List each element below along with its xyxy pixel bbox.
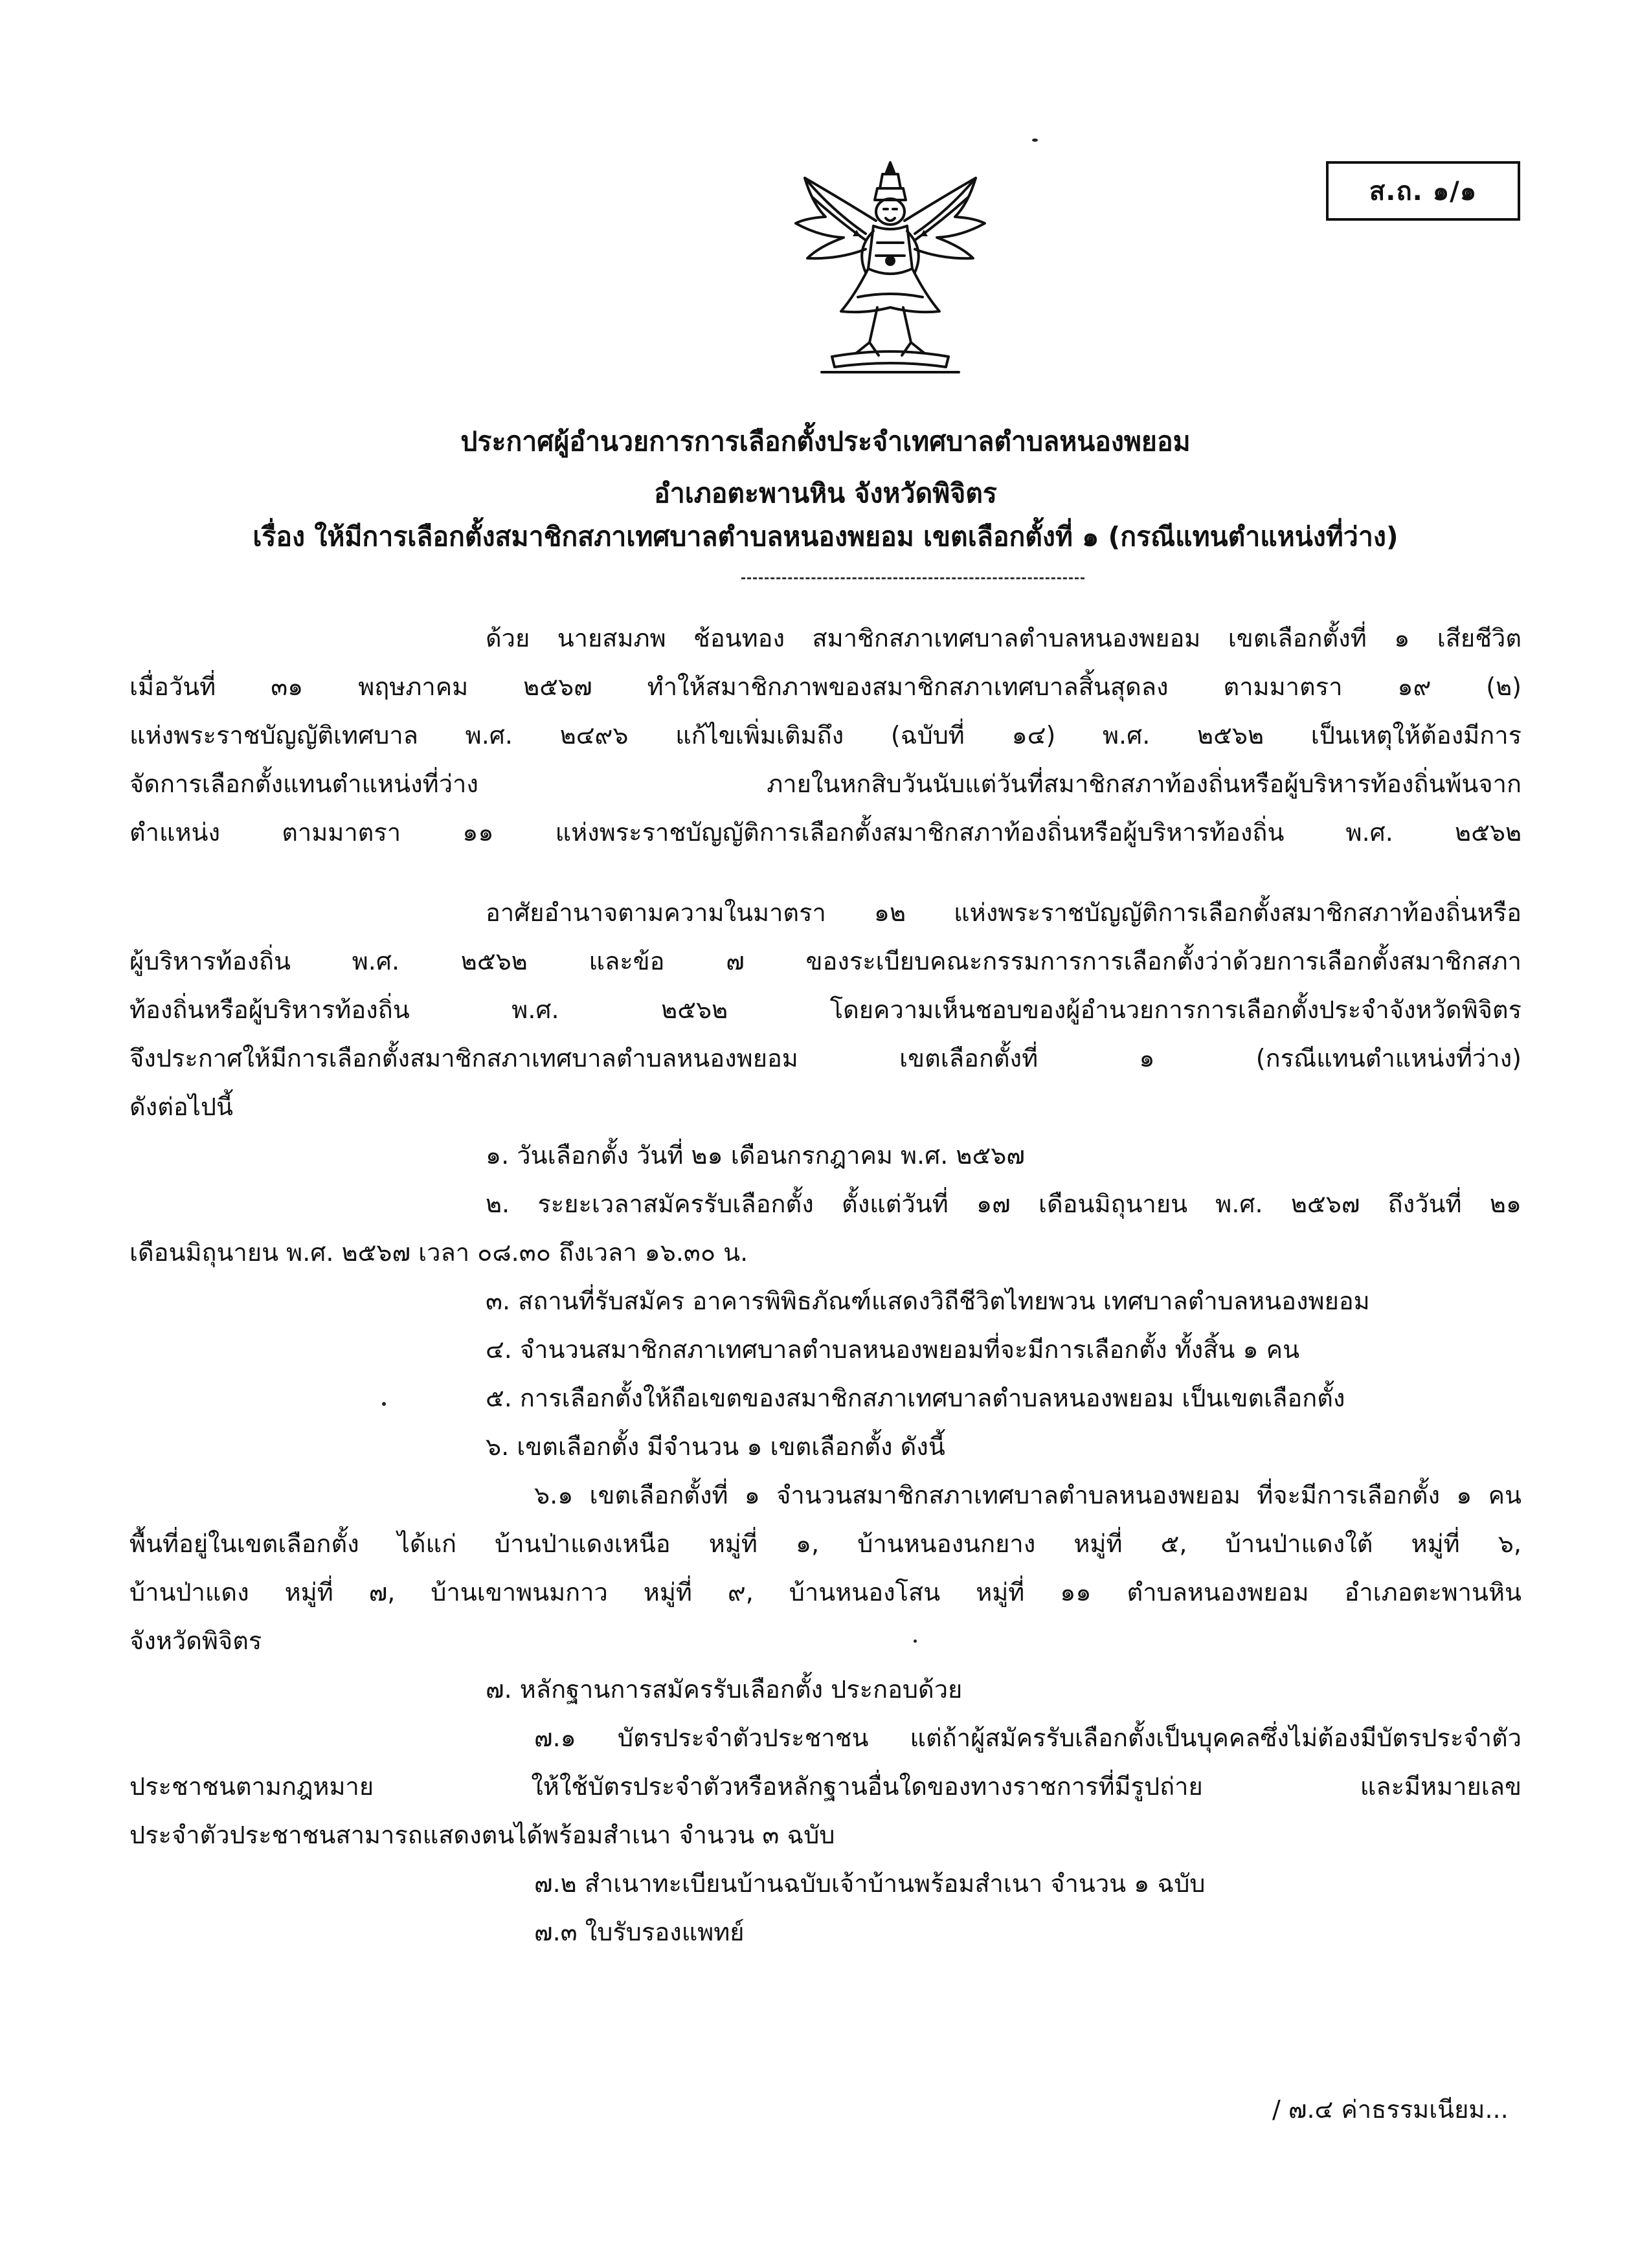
item-6-1-district-detail: จังหวัดพิจิตร [129,1627,262,1655]
item-6-districts: ๖. เขตเลือกตั้ง มีจำนวน ๑ เขตเลือกตั้ง ดังนี้ [486,1432,945,1461]
item-7-3-medical-certificate: ๗.๓ ใบรับรองแพทย์ [534,1918,745,1946]
paragraph-1-line: จัดการเลือกตั้งแทนตำแหน่งที่ว่าง ภายในหกสิบวันนับแต่วันที่สมาชิกสภาท้องถิ่นหรือผู้บริหารท้องถิ่นพ้นจาก [129,770,1522,798]
paragraph-2-line: ผู้บริหารท้องถิ่น พ.ศ. ๒๕๖๒ และข้อ ๗ ของระเบียบคณะกรรมการการเลือกตั้งว่าด้วยการเลือกตั้งสมาชิกสภา [129,947,1522,975]
paragraph-2-line: จึงประกาศให้มีการเลือกตั้งสมาชิกสภาเทศบาลตำบลหนองพยอม เขตเลือกตั้งที่ ๑ (กรณีแทนตำแหน่งที่ว่าง) [129,1044,1522,1073]
paragraph-2-line: ท้องถิ่นหรือผู้บริหารท้องถิ่น พ.ศ. ๒๕๖๒ โดยความเห็นชอบของผู้อำนวยการการเลือกตั้งประจำจังหวัดพิจิตร [129,995,1522,1024]
item-7-documents: ๗. หลักฐานการสมัครรับเลือกตั้ง ประกอบด้วย [486,1675,963,1704]
item-5-district-rule: ๕. การเลือกตั้งให้ถือเขตของสมาชิกสภาเทศบาลตำบลหนองพยอม เป็นเขตเลือกตั้ง [486,1384,1345,1412]
item-7-1-id-card: ประชาชนตามกฎหมาย ให้ใช้บัตรประจำตัวหรือหลักฐานอื่นใดของทางราชการที่มีรูปถ่าย และมีหมายเลข [129,1772,1522,1801]
announcement-subject: เรื่อง ให้มีการเลือกตั้งสมาชิกสภาเทศบาลตำบลหนองพยอม เขตเลือกตั้งที่ ๑ (กรณีแทนตำแหน่งที่ว่าง) [253,521,1398,552]
form-code-box: ส.ถ. ๑/๑ [1326,161,1520,221]
paragraph-1-line: เมื่อวันที่ ๓๑ พฤษภาคม ๒๕๖๗ ทำให้สมาชิกภาพของสมาชิกสภาเทศบาลสิ้นสุดลง ตามมาตรา ๑๙ (๒) [129,673,1522,701]
item-2-registration-period: ๒. ระยะเวลาสมัครรับเลือกตั้ง ตั้งแต่วันที่ ๑๗ เดือนมิถุนายน พ.ศ. ๒๕๖๗ ถึงวันที่ ๒๑ [486,1190,1522,1218]
paragraph-1-line: ด้วย นายสมภพ ช้อนทอง สมาชิกสภาเทศบาลตำบลหนองพยอม เขตเลือกตั้งที่ ๑ เสียชีวิต [486,624,1522,652]
item-6-1-district-detail: บ้านป่าแดง หมู่ที่ ๗, บ้านเขาพนมกาว หมู่ที่ ๙, บ้านหนองโสน หมู่ที่ ๑๑ ตำบลหนองพยอม อำเภอตะพานหิน [129,1578,1522,1606]
item-3-venue: ๓. สถานที่รับสมัคร อาคารพิพิธภัณฑ์แสดงวิถีชีวิตไทยพวน เทศบาลตำบลหนองพยอม [486,1287,1370,1315]
item-7-1-id-card: ๗.๑ บัตรประจำตัวประชาชน แต่ถ้าผู้สมัครรับเลือกตั้งเป็นบุคคลซึ่งไม่ต้องมีบัตรประจำตัว [534,1724,1522,1752]
paragraph-2-line: อาศัยอำนาจตามความในมาตรา ๑๒ แห่งพระราชบัญญัติการเลือกตั้งสมาชิกสภาท้องถิ่นหรือ [486,898,1522,927]
paragraph-1-line: ตำแหน่ง ตามมาตรา ๑๑ แห่งพระราชบัญญัติการเลือกตั้งสมาชิกสภาท้องถิ่นหรือผู้บริหารท้องถิ่น พ.ศ. ๒๕๖๒ [129,818,1522,847]
item-2-registration-period: เดือนมิถุนายน พ.ศ. ๒๕๖๗ เวลา ๐๘.๓๐ ถึงเวลา ๑๖.๓๐ น. [129,1238,748,1267]
announcement-district: อำเภอตะพานหิน จังหวัดพิจิตร [654,478,997,509]
scan-mark [1032,139,1038,142]
item-7-2-house-registration: ๗.๒ สำเนาทะเบียนบ้านฉบับเจ้าบ้านพร้อมสำเนา จำนวน ๑ ฉบับ [534,1869,1206,1898]
heading-divider [741,577,1084,579]
paragraph-1-line: แห่งพระราชบัญญัติเทศบาล พ.ศ. ๒๔๙๖ แก้ไขเพิ่มเติมถึง (ฉบับที่ ๑๔) พ.ศ. ๒๕๖๒ เป็นเหตุให้ต้องมีการ [129,721,1522,750]
item-6-1-district-detail: ๖.๑ เขตเลือกตั้งที่ ๑ จำนวนสมาชิกสภาเทศบาลตำบลหนองพยอม ที่จะมีการเลือกตั้ง ๑ คน [534,1481,1522,1509]
paragraph-2-line: ดังต่อไปนี้ [129,1093,233,1121]
scan-mark [914,1640,917,1643]
item-4-seats: ๔. จำนวนสมาชิกสภาเทศบาลตำบลหนองพยอมที่จะมีการเลือกตั้ง ทั้งสิ้น ๑ คน [486,1335,1300,1364]
garuda-emblem-icon [793,159,987,379]
item-6-1-district-detail: พื้นที่อยู่ในเขตเลือกตั้ง ได้แก่ บ้านป่าแดงเหนือ หมู่ที่ ๑, บ้านหนองนกยาง หมู่ที่ ๕, บ้านป่าแดงใต้ หมู่ที่ ๖, [129,1529,1522,1558]
scan-mark [382,1402,386,1406]
item-7-1-id-card: ประจำตัวประชาชนสามารถแสดงตนได้พร้อมสำเนา จำนวน ๓ ฉบับ [129,1821,835,1849]
announcement-title: ประกาศผู้อำนวยการการเลือกตั้งประจำเทศบาลตำบลหนองพยอม [460,426,1191,457]
continuation-note: / ๗.๔ ค่าธรรมเนียม... [1272,2095,1509,2124]
item-1-election-date: ๑. วันเลือกตั้ง วันที่ ๒๑ เดือนกรกฎาคม พ.ศ. ๒๕๖๗ [486,1141,1025,1170]
